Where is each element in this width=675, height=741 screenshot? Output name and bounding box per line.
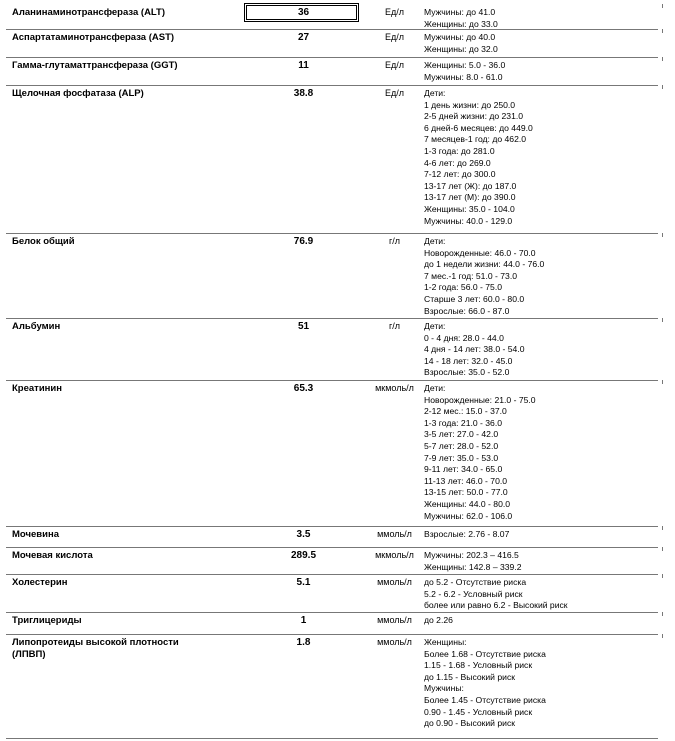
test-name: Холестерин bbox=[12, 577, 68, 588]
reference-line: 7-9 лет: 35.0 - 53.0 bbox=[424, 452, 499, 463]
reference-line: Мужчины: bbox=[424, 683, 464, 694]
reference-line: Новорожденные: 21.0 - 75.0 bbox=[424, 394, 536, 405]
test-unit: Ед/л bbox=[384, 32, 404, 42]
test-name: Гамма-глутаматтрансфераза (GGT) bbox=[12, 60, 178, 71]
test-name: Альбумин bbox=[12, 321, 61, 332]
test-value: 65.3 bbox=[293, 383, 314, 394]
reference-line: 1-3 года: до 281.0 bbox=[424, 145, 495, 156]
value-highlight-box bbox=[244, 3, 359, 22]
reference-line: 1-3 года: 21.0 - 36.0 bbox=[424, 417, 503, 428]
reference-line: Дети: bbox=[424, 88, 446, 98]
table-row bbox=[6, 29, 658, 58]
reference-range bbox=[424, 577, 664, 612]
reference-line: Взрослые: 35.0 - 52.0 bbox=[424, 367, 510, 378]
test-value: 5.1 bbox=[296, 577, 311, 588]
row-divider bbox=[662, 574, 663, 578]
test-unit: г/л bbox=[388, 321, 401, 331]
reference-range bbox=[424, 550, 664, 573]
reference-line: Мужчины: 202.3 – 416.5 bbox=[424, 550, 519, 560]
test-name: Аланинаминотрансфераза (ALT) bbox=[12, 7, 165, 18]
table-row bbox=[6, 85, 658, 234]
reference-line: Женщины: 35.0 - 104.0 bbox=[424, 203, 515, 214]
test-unit: г/л bbox=[388, 236, 401, 246]
reference-line: Дети: bbox=[424, 383, 446, 393]
row-divider bbox=[662, 612, 663, 616]
reference-line: Женщины: до 32.0 bbox=[424, 43, 498, 54]
reference-range bbox=[424, 7, 664, 30]
reference-line: 1 день жизни: до 250.0 bbox=[424, 99, 516, 110]
row-divider bbox=[662, 634, 663, 638]
reference-line: 5.2 - 6.2 - Условный риск bbox=[424, 588, 523, 599]
row-divider bbox=[662, 4, 663, 8]
reference-range bbox=[424, 32, 664, 55]
test-name: Липопротеиды высокой плотности (ЛПВП) bbox=[12, 637, 179, 660]
test-unit: мкмоль/л bbox=[375, 550, 414, 560]
reference-line: Новорожденные: 46.0 - 70.0 bbox=[424, 247, 536, 258]
reference-line: до 0.90 - Высокий риск bbox=[424, 718, 516, 729]
reference-line: 4-6 лет: до 269.0 bbox=[424, 157, 491, 168]
reference-line: 13-15 лет: 50.0 - 77.0 bbox=[424, 487, 508, 498]
reference-line: 2-12 мес.: 15.0 - 37.0 bbox=[424, 406, 507, 417]
reference-line: Женщины: 142.8 – 339.2 bbox=[424, 561, 522, 572]
test-value: 51 bbox=[297, 321, 310, 332]
reference-range bbox=[424, 383, 664, 522]
reference-line: 7 месяцев-1 год: до 462.0 bbox=[424, 134, 527, 145]
reference-line: 13-17 лет (Ж): до 187.0 bbox=[424, 180, 517, 191]
reference-line: 11-13 лет: 46.0 - 70.0 bbox=[424, 475, 508, 486]
reference-line: 7-12 лет: до 300.0 bbox=[424, 169, 496, 180]
test-unit: Ед/л bbox=[384, 60, 404, 70]
test-unit: Ед/л bbox=[384, 88, 404, 98]
reference-line: 1.15 - 1.68 - Условный риск bbox=[424, 660, 533, 671]
row-divider bbox=[662, 380, 663, 384]
test-name: Мочевая кислота bbox=[12, 550, 93, 561]
test-unit: ммоль/л bbox=[377, 577, 412, 587]
reference-line: 3-5 лет: 27.0 - 42.0 bbox=[424, 429, 499, 440]
reference-line: 0.90 - 1.45 - Условный риск bbox=[424, 706, 533, 717]
test-name: Креатинин bbox=[12, 383, 62, 394]
reference-line: 7 мес.-1 год: 51.0 - 73.0 bbox=[424, 270, 517, 281]
test-unit: ммоль/л bbox=[377, 615, 412, 625]
reference-line: Взрослые: 2.76 - 8.07 bbox=[424, 529, 510, 539]
test-name: Триглицериды bbox=[12, 615, 82, 626]
table-row bbox=[6, 612, 658, 635]
row-divider bbox=[662, 29, 663, 33]
reference-range bbox=[424, 321, 664, 379]
test-value: 38.8 bbox=[293, 88, 314, 99]
test-value: 1.8 bbox=[296, 637, 311, 648]
reference-line: 9-11 лет: 34.0 - 65.0 bbox=[424, 464, 503, 475]
reference-line: Мужчины: 8.0 - 61.0 bbox=[424, 71, 503, 82]
reference-range bbox=[424, 637, 664, 730]
reference-line: 6 дней-6 месяцев: до 449.0 bbox=[424, 122, 533, 133]
reference-line: Женщины: до 33.0 bbox=[424, 18, 498, 29]
reference-line: до 1.15 - Высокий риск bbox=[424, 671, 516, 682]
reference-range bbox=[424, 615, 664, 627]
test-name: Щелочная фосфатаза (ALP) bbox=[12, 88, 144, 99]
table-row bbox=[6, 233, 658, 319]
reference-line: 5-7 лет: 28.0 - 52.0 bbox=[424, 440, 499, 451]
reference-line: Женщины: 5.0 - 36.0 bbox=[424, 60, 506, 70]
row-divider bbox=[662, 57, 663, 61]
table-row bbox=[6, 574, 658, 613]
reference-range bbox=[424, 236, 664, 317]
reference-line: Более 1.68 - Отсутствие риска bbox=[424, 648, 546, 659]
reference-line: Взрослые: 66.0 - 87.0 bbox=[424, 305, 510, 316]
reference-line: 4 дня - 14 лет: 38.0 - 54.0 bbox=[424, 344, 525, 355]
test-name: Белок общий bbox=[12, 236, 75, 247]
reference-line: 13-17 лет (М): до 390.0 bbox=[424, 192, 516, 203]
test-value: 27 bbox=[297, 32, 310, 43]
row-divider bbox=[662, 233, 663, 237]
reference-line: до 2.26 bbox=[424, 615, 453, 625]
test-value: 76.9 bbox=[293, 236, 314, 247]
test-name: Аспартатаминотрансфераза (AST) bbox=[12, 32, 175, 43]
reference-line: Дети: bbox=[424, 236, 446, 246]
reference-line: до 1 недели жизни: 44.0 - 76.0 bbox=[424, 259, 545, 270]
row-divider bbox=[662, 318, 663, 322]
test-unit: ммоль/л bbox=[377, 529, 412, 539]
reference-line: Более 1.45 - Отсутствие риска bbox=[424, 694, 546, 705]
test-unit: ммоль/л bbox=[377, 637, 412, 647]
reference-line: до 5.2 - Отсутствие риска bbox=[424, 577, 527, 587]
reference-line: Мужчины: 62.0 - 106.0 bbox=[424, 510, 513, 521]
row-divider bbox=[662, 547, 663, 551]
test-unit: мкмоль/л bbox=[375, 383, 414, 393]
test-unit: Ед/л bbox=[384, 7, 404, 17]
reference-range bbox=[424, 88, 664, 227]
table-row bbox=[6, 380, 658, 527]
table-row bbox=[6, 547, 658, 575]
reference-range bbox=[424, 60, 664, 83]
reference-line: Дети: bbox=[424, 321, 446, 331]
reference-line: Мужчины: до 41.0 bbox=[424, 7, 496, 17]
reference-line: Женщины: 44.0 - 80.0 bbox=[424, 498, 511, 509]
table-row bbox=[6, 526, 658, 548]
test-value: 289.5 bbox=[290, 550, 317, 561]
reference-line: Мужчины: до 40.0 bbox=[424, 32, 496, 42]
table-row bbox=[6, 318, 658, 381]
reference-line: 14 - 18 лет: 32.0 - 45.0 bbox=[424, 355, 513, 366]
table-row bbox=[6, 4, 658, 30]
test-value: 1 bbox=[300, 615, 307, 626]
reference-line: Мужчины: 40.0 - 129.0 bbox=[424, 215, 513, 226]
reference-range bbox=[424, 529, 664, 541]
reference-line: 1-2 года: 56.0 - 75.0 bbox=[424, 282, 503, 293]
reference-line: более или равно 6.2 - Высокий риск bbox=[424, 600, 568, 611]
table-row bbox=[6, 57, 658, 86]
test-value: 11 bbox=[298, 60, 309, 71]
reference-line: 0 - 4 дня: 28.0 - 44.0 bbox=[424, 332, 504, 343]
row-divider bbox=[662, 526, 663, 530]
reference-line: 2-5 дней жизни: до 231.0 bbox=[424, 111, 524, 122]
reference-line: Старше 3 лет: 60.0 - 80.0 bbox=[424, 293, 525, 304]
row-divider bbox=[662, 85, 663, 89]
test-value: 36 bbox=[297, 7, 310, 18]
test-name: Мочевина bbox=[12, 529, 59, 540]
test-value: 3.5 bbox=[296, 529, 311, 540]
reference-line: Женщины: bbox=[424, 637, 467, 647]
table-row bbox=[6, 634, 658, 739]
